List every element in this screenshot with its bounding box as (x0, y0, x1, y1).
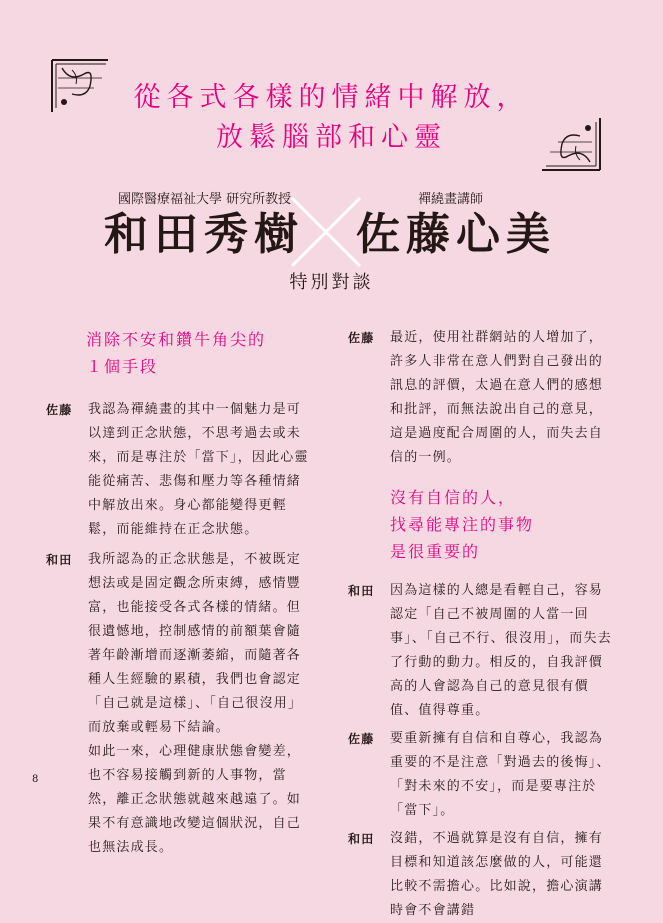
dialogue-entry (46, 548, 312, 740)
dialogue-text: 如此一來，心理健康狀態會變差，也不容易接觸到新的人事物，當然，離正念狀態就越來越遠了。如果不有意識地改變這個狀況，自己也無法成長。 (88, 744, 302, 855)
speaker-left-name: 和田秀樹 (104, 209, 304, 260)
speaker-label: 和田 (46, 553, 73, 567)
speaker-right-name: 佐藤心美 (356, 209, 556, 260)
dialogue-entry (46, 740, 312, 860)
speaker-left-role: 國際醫療福祉大學 研究所教授 (118, 192, 292, 207)
cross-mark (286, 192, 366, 272)
right-heading-line-3: 是很重要的 (390, 542, 481, 561)
speaker-label: 佐藤 (348, 732, 375, 746)
dialogue-text: 沒錯，不過就算是沒有自信，擁有目標和知道該怎麼做的人，可能還比較不需擔心。比如說，擔心演講時會不會講錯 (390, 831, 604, 918)
title-line-1: 從各式各樣的情緒中解放， (133, 82, 530, 113)
dialogue-text: 最近，使用社群網站的人增加了，許多人非常在意人們對自己發出的訊息的評價，太過在意人們的感想和批評，而無法說出自己的意見，這是過度配合周圍的人，而失去自信的一例。 (390, 330, 604, 465)
dialogue-entry (348, 579, 614, 723)
dialogue-text: 我所認為的正念狀態是，不被既定想法或是固定觀念所束縛，感情豐富，也能接受各式各樣的情緒。但很遺憾地，控制感情的前額葉會隨著年齡漸增而逐漸萎縮，而隨著各種人生經驗的累積，我們也會認定「自己就是這樣」、「自己很沒用」而放棄或輕易下結論。 (88, 552, 303, 735)
dialogue-text: 要重新擁有自信和自尊心，我認為重要的不是注意「對過去的後悔」、「對未來的不安」，而是要專注於「當下」。 (390, 731, 611, 818)
dialogue-entry (348, 727, 614, 823)
speaker-label: 佐藤 (46, 403, 73, 417)
left-column (46, 326, 312, 860)
page-number: 8 (32, 774, 39, 785)
left-heading-line-2: １個手段 (86, 357, 159, 376)
left-heading-line-1: 消除不安和鑽牛角尖的 (86, 330, 267, 349)
dialogue-text: 我認為禪繞畫的其中一個魅力是可以達到正念狀態，不思考過去或未來，而是專注於「當下」，因此心靈能從痛苦、悲傷和壓力等各種情緒中解放出來。身心都能變得更輕鬆，而能維持在正念狀態。 (88, 402, 309, 537)
title-line-2: 放鬆腦部和心靈 (216, 122, 447, 153)
speaker-label: 和田 (348, 832, 375, 846)
right-heading-line-1: 沒有自信的人， (390, 488, 517, 507)
dialogue-entry (348, 827, 614, 923)
speaker-label: 佐藤 (348, 331, 375, 345)
right-column-heading (348, 484, 614, 565)
dialogue-text: 因為這樣的人總是看輕自己，容易認定「自己不被周圍的人當一回事」、「自己不行、很沒用」，而失去了行動的動力。相反的，自我評價高的人會認為自己的意見很有價值、值得尊重。 (390, 583, 612, 718)
dialogue-entry (46, 398, 312, 542)
right-heading-line-2: 找尋能專注的事物 (390, 515, 535, 534)
speaker-label: 和田 (348, 584, 375, 598)
speaker-right-role: 禪繞畫講師 (418, 192, 484, 207)
right-column (348, 326, 614, 923)
dialogue-entry (348, 326, 614, 470)
left-column-heading (46, 326, 312, 380)
subtitle: 特別對談 (289, 272, 374, 293)
